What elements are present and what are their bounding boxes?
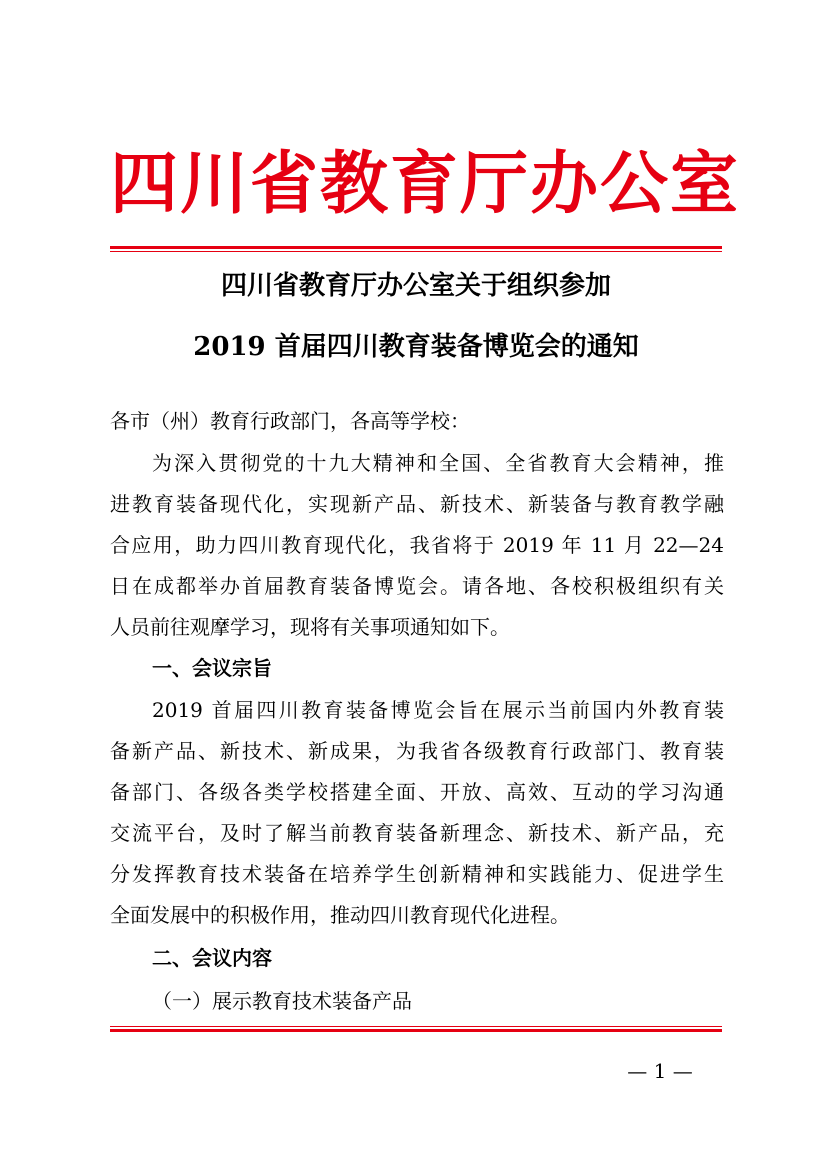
subsection-heading: （一）展示教育技术装备产品	[152, 989, 412, 1013]
intro-line: 合应用，助力四川教育现代化，我省将于 2019 年 11 月 22—24	[110, 533, 724, 557]
section-heading-content: 二、会议内容	[152, 946, 272, 970]
section-heading-purpose: 一、会议宗旨	[152, 656, 272, 680]
section1-line: 备新产品、新技术、新成果，为我省各级教育行政部门、教育装	[110, 739, 724, 763]
section1-line: 分发挥教育技术装备在培养学生创新精神和实践能力、促进学生	[110, 862, 724, 886]
section1-line: 2019 首届四川教育装备博览会旨在展示当前国内外教育装	[152, 698, 724, 722]
document-title-line-1: 四川省教育厅办公室关于组织参加	[220, 271, 611, 301]
section1-line: 交流平台，及时了解当前教育装备新理念、新技术、新产品，充	[110, 821, 724, 845]
organization-header: 四川省教育厅办公室	[110, 145, 741, 224]
footer-divider	[110, 1026, 722, 1032]
page-number: — 1 —	[627, 1059, 693, 1083]
header-divider	[110, 246, 722, 252]
section1-line: 全面发展中的积极作用，推动四川教育现代化进程。	[110, 903, 570, 927]
salutation: 各市（州）教育行政部门，各高等学校：	[110, 409, 470, 433]
intro-line: 进教育装备现代化，实现新产品、新技术、新装备与教育教学融	[110, 492, 724, 516]
document-title-line-2: 2019 首届四川教育装备博览会的通知	[193, 332, 639, 362]
intro-line: 为深入贯彻党的十九大精神和全国、全省教育大会精神，推	[152, 451, 724, 475]
section1-line: 备部门、各级各类学校搭建全面、开放、高效、互动的学习沟通	[110, 780, 724, 804]
intro-line: 日在成都举办首届教育装备博览会。请各地、各校积极组织有关	[110, 574, 724, 598]
intro-line: 人员前往观摩学习，现将有关事项通知如下。	[110, 615, 510, 639]
